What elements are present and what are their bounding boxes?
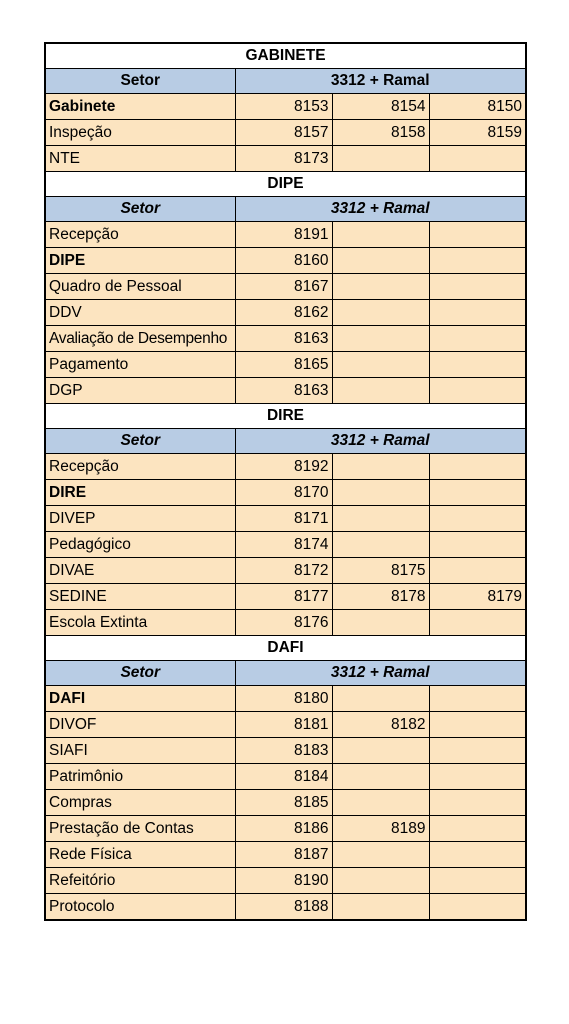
extension-2	[332, 686, 429, 712]
table-row	[45, 480, 526, 506]
sector-name: Pedagógico	[45, 532, 235, 558]
sector-name: Refeitório	[45, 868, 235, 894]
extension-2: 8189	[332, 816, 429, 842]
sector-name: DIVEP	[45, 506, 235, 532]
sector-name: DIVOF	[45, 712, 235, 738]
extension-2	[332, 326, 429, 352]
sector-name: Recepção	[45, 454, 235, 480]
extension-3	[429, 558, 526, 584]
table-row	[45, 300, 526, 326]
extension-2	[332, 378, 429, 404]
extension-3	[429, 894, 526, 921]
extension-3	[429, 738, 526, 764]
extension-3: 8150	[429, 94, 526, 120]
table-row	[45, 352, 526, 378]
header-setor: Setor	[45, 69, 235, 94]
extension-3	[429, 326, 526, 352]
extension-2	[332, 738, 429, 764]
extension-1: 8181	[235, 712, 332, 738]
extension-1: 8167	[235, 274, 332, 300]
extension-1: 8157	[235, 120, 332, 146]
extension-3	[429, 300, 526, 326]
table-row	[45, 842, 526, 868]
table-row	[45, 222, 526, 248]
extension-1: 8160	[235, 248, 332, 274]
sector-name: DIRE	[45, 480, 235, 506]
extension-2	[332, 454, 429, 480]
table-row	[45, 738, 526, 764]
extension-3	[429, 686, 526, 712]
extension-directory-table	[44, 42, 527, 921]
sector-name: Rede Física	[45, 842, 235, 868]
extension-3	[429, 352, 526, 378]
extension-2: 8182	[332, 712, 429, 738]
sector-name: Escola Extinta	[45, 610, 235, 636]
extension-1: 8172	[235, 558, 332, 584]
extension-2: 8178	[332, 584, 429, 610]
extension-2	[332, 352, 429, 378]
extension-2	[332, 532, 429, 558]
sector-name: Pagamento	[45, 352, 235, 378]
header-ramal: 3312 + Ramal	[235, 69, 526, 94]
sector-name: Quadro de Pessoal	[45, 274, 235, 300]
sector-name: Protocolo	[45, 894, 235, 921]
sector-name: Compras	[45, 790, 235, 816]
extension-2	[332, 610, 429, 636]
extension-1: 8186	[235, 816, 332, 842]
extension-2: 8158	[332, 120, 429, 146]
extension-3	[429, 378, 526, 404]
header-ramal: 3312 + Ramal	[235, 197, 526, 222]
extension-2	[332, 146, 429, 172]
extension-1: 8153	[235, 94, 332, 120]
table-row	[45, 248, 526, 274]
extension-3	[429, 248, 526, 274]
table-row	[45, 532, 526, 558]
table-row	[45, 790, 526, 816]
extension-2: 8154	[332, 94, 429, 120]
extension-3	[429, 274, 526, 300]
table-row	[45, 454, 526, 480]
extension-1: 8190	[235, 868, 332, 894]
extension-3	[429, 506, 526, 532]
extension-3	[429, 610, 526, 636]
table-row	[45, 506, 526, 532]
extension-3	[429, 790, 526, 816]
extension-2: 8175	[332, 558, 429, 584]
sector-name: Inspeção	[45, 120, 235, 146]
extension-1: 8165	[235, 352, 332, 378]
extension-3	[429, 712, 526, 738]
extension-1: 8173	[235, 146, 332, 172]
table-row	[45, 686, 526, 712]
sector-name: Avaliação de Desempenho	[45, 326, 235, 352]
extension-1: 8187	[235, 842, 332, 868]
sector-name: DGP	[45, 378, 235, 404]
extension-3	[429, 868, 526, 894]
extension-3	[429, 454, 526, 480]
section-header-row	[45, 429, 526, 454]
sector-name: DIVAE	[45, 558, 235, 584]
sector-name: DIPE	[45, 248, 235, 274]
extension-1: 8180	[235, 686, 332, 712]
extension-2	[332, 222, 429, 248]
header-setor: Setor	[45, 429, 235, 454]
sector-name: Prestação de Contas	[45, 816, 235, 842]
extension-3	[429, 816, 526, 842]
sector-name: Patrimônio	[45, 764, 235, 790]
extension-2	[332, 506, 429, 532]
header-ramal: 3312 + Ramal	[235, 661, 526, 686]
extension-1: 8177	[235, 584, 332, 610]
section-title: GABINETE	[45, 43, 526, 69]
extension-1: 8176	[235, 610, 332, 636]
section-title-row	[45, 172, 526, 197]
extension-1: 8170	[235, 480, 332, 506]
table-row	[45, 764, 526, 790]
table-row	[45, 146, 526, 172]
section-title-row	[45, 404, 526, 429]
section-title: DIPE	[45, 172, 526, 197]
extension-2	[332, 790, 429, 816]
table-row	[45, 610, 526, 636]
table-row	[45, 94, 526, 120]
extension-2	[332, 274, 429, 300]
extension-1: 8183	[235, 738, 332, 764]
header-setor: Setor	[45, 661, 235, 686]
table-row	[45, 120, 526, 146]
section-header-row	[45, 661, 526, 686]
table-row	[45, 274, 526, 300]
extension-2	[332, 868, 429, 894]
extension-3	[429, 222, 526, 248]
extension-2	[332, 480, 429, 506]
table-row	[45, 558, 526, 584]
sector-name: SEDINE	[45, 584, 235, 610]
extension-2	[332, 248, 429, 274]
table-row	[45, 378, 526, 404]
header-ramal: 3312 + Ramal	[235, 429, 526, 454]
table-row	[45, 584, 526, 610]
extension-1: 8185	[235, 790, 332, 816]
extension-1: 8163	[235, 326, 332, 352]
extension-1: 8184	[235, 764, 332, 790]
sector-name: Gabinete	[45, 94, 235, 120]
table-row	[45, 894, 526, 921]
extension-2	[332, 894, 429, 921]
table-row	[45, 868, 526, 894]
section-header-row	[45, 69, 526, 94]
sector-name: Recepção	[45, 222, 235, 248]
extension-3: 8159	[429, 120, 526, 146]
header-setor: Setor	[45, 197, 235, 222]
section-title-row	[45, 636, 526, 661]
sector-name: SIAFI	[45, 738, 235, 764]
extension-1: 8162	[235, 300, 332, 326]
extension-3: 8179	[429, 584, 526, 610]
sector-name: NTE	[45, 146, 235, 172]
extension-2	[332, 842, 429, 868]
section-title: DIRE	[45, 404, 526, 429]
extension-3	[429, 842, 526, 868]
extension-3	[429, 764, 526, 790]
section-title-row	[45, 43, 526, 69]
extension-2	[332, 300, 429, 326]
extension-1: 8191	[235, 222, 332, 248]
extension-1: 8188	[235, 894, 332, 921]
section-header-row	[45, 197, 526, 222]
extension-3	[429, 532, 526, 558]
extension-2	[332, 764, 429, 790]
table-row	[45, 816, 526, 842]
extension-3	[429, 146, 526, 172]
section-title: DAFI	[45, 636, 526, 661]
extension-3	[429, 480, 526, 506]
table-row	[45, 326, 526, 352]
extension-1: 8171	[235, 506, 332, 532]
sector-name: DDV	[45, 300, 235, 326]
sector-name: DAFI	[45, 686, 235, 712]
extension-1: 8163	[235, 378, 332, 404]
extension-1: 8192	[235, 454, 332, 480]
table-row	[45, 712, 526, 738]
extension-1: 8174	[235, 532, 332, 558]
